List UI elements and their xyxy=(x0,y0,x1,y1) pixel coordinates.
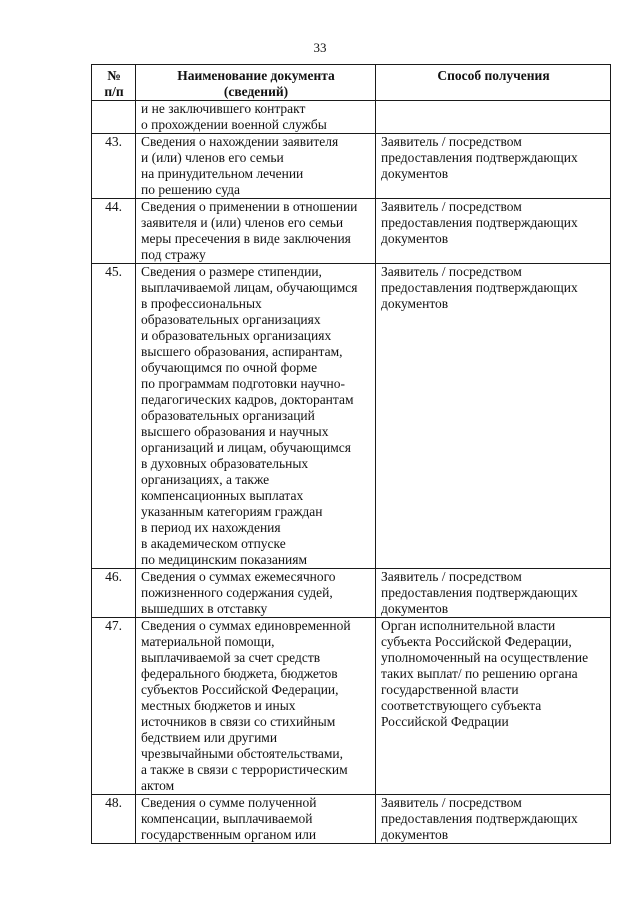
method-line: Заявитель / посредством xyxy=(381,795,522,810)
document-name-line: педагогических кадров, докторантам xyxy=(141,392,354,407)
table-header-row xyxy=(92,65,611,101)
document-name-line: и образовательных организациях xyxy=(141,328,332,343)
document-name-line: выплачиваемой лицам, обучающимся xyxy=(141,280,358,295)
document-name-line: источников в связи со стихийным xyxy=(141,714,336,729)
row-document-name xyxy=(136,134,376,199)
header-document-name-line: (сведений) xyxy=(223,84,289,99)
document-name-line: а также в связи с террористическим xyxy=(141,762,348,777)
method-line: документов xyxy=(381,296,449,311)
document-name-line: под стражу xyxy=(141,247,206,262)
document-name-line: по программам подготовки научно- xyxy=(141,376,346,391)
header-number xyxy=(92,65,136,101)
header-method-line: Способ получения xyxy=(437,68,550,83)
method-line: государственной власти xyxy=(381,682,519,697)
document-name-line: образовательных организаций xyxy=(141,408,315,423)
row-method xyxy=(376,134,611,199)
method-line: соответствующего субъекта xyxy=(381,698,542,713)
document-name-line: государственным органом или xyxy=(141,827,317,842)
method-line: документов xyxy=(381,231,449,246)
header-document-name xyxy=(136,65,376,101)
method-line: Заявитель / посредством xyxy=(381,569,522,584)
documents-table xyxy=(91,64,611,844)
document-name-line: Сведения о размере стипендии, xyxy=(141,264,322,279)
document-name-line: в период их нахождения xyxy=(141,520,281,535)
row-document-name xyxy=(136,264,376,569)
method-line: предоставления подтверждающих xyxy=(381,150,578,165)
document-name-line: заявителя и (или) членов его семьи xyxy=(141,215,344,230)
row-method xyxy=(376,795,611,844)
document-name-line: высшего образования и научных xyxy=(141,424,329,439)
document-name-line: вышедших в отставку xyxy=(141,601,268,616)
document-name-line: на принудительном лечении xyxy=(141,166,304,181)
row-method xyxy=(376,264,611,569)
document-name-line: субъектов Российской Федерации, xyxy=(141,682,339,697)
method-line: Заявитель / посредством xyxy=(381,264,522,279)
document-name-line: Сведения о суммах единовременной xyxy=(141,618,351,633)
row-document-name xyxy=(136,101,376,134)
method-line: Российской Федрации xyxy=(381,714,509,729)
row-number: 47. xyxy=(92,618,136,795)
row-number xyxy=(92,101,136,134)
row-method xyxy=(376,199,611,264)
method-line: документов xyxy=(381,166,449,181)
method-line: уполномоченный на осуществление xyxy=(381,650,589,665)
row-document-name xyxy=(136,569,376,618)
header-number-line: № xyxy=(107,68,121,83)
method-line: Заявитель / посредством xyxy=(381,134,522,149)
document-name-line: в духовных образовательных xyxy=(141,456,309,471)
document-name-line: и (или) членов его семьи xyxy=(141,150,284,165)
document-name-line: Сведения о суммах ежемесячного xyxy=(141,569,336,584)
header-number-line: п/п xyxy=(104,84,124,99)
method-line: документов xyxy=(381,827,449,842)
document-name-line: в профессиональных xyxy=(141,296,262,311)
row-number: 43. xyxy=(92,134,136,199)
row-method xyxy=(376,618,611,795)
row-number: 44. xyxy=(92,199,136,264)
document-name-line: компенсации, выплачиваемой xyxy=(141,811,313,826)
document-name-line: Сведения о нахождении заявителя xyxy=(141,134,339,149)
method-line: предоставления подтверждающих xyxy=(381,585,578,600)
method-line: предоставления подтверждающих xyxy=(381,280,578,295)
row-method xyxy=(376,569,611,618)
document-name-line: пожизненного содержания судей, xyxy=(141,585,333,600)
document-name-line: указанным категориям граждан xyxy=(141,504,323,519)
document-name-line: образовательных организациях xyxy=(141,312,321,327)
header-method xyxy=(376,65,611,101)
document-name-line: компенсационных выплатах xyxy=(141,488,304,503)
document-name-line: по медицинским показаниям xyxy=(141,552,308,567)
document-name-line: организаций и лицам, обучающимся xyxy=(141,440,352,455)
document-name-line: местных бюджетов и иных xyxy=(141,698,296,713)
table-row xyxy=(92,569,611,618)
row-document-name xyxy=(136,199,376,264)
document-name-line: о прохождении военной службы xyxy=(141,117,327,132)
table-row xyxy=(92,618,611,795)
table-body xyxy=(92,101,611,844)
method-line: документов xyxy=(381,601,449,616)
method-line: Орган исполнительной власти xyxy=(381,618,556,633)
row-document-name xyxy=(136,618,376,795)
row-number: 48. xyxy=(92,795,136,844)
table-row xyxy=(92,134,611,199)
document-name-line: Сведения о сумме полученной xyxy=(141,795,317,810)
method-line: предоставления подтверждающих xyxy=(381,215,578,230)
document-name-line: материальной помощи, xyxy=(141,634,275,649)
document-name-line: организациях, а также xyxy=(141,472,270,487)
table-row xyxy=(92,264,611,569)
row-number: 45. xyxy=(92,264,136,569)
document-name-line: в академическом отпуске xyxy=(141,536,286,551)
document-name-line: меры пресечения в виде заключения xyxy=(141,231,351,246)
header-document-name-line: Наименование документа xyxy=(177,68,335,83)
document-name-line: бедствием или другими xyxy=(141,730,278,745)
document-name-line: Сведения о применении в отношении xyxy=(141,199,358,214)
method-line: предоставления подтверждающих xyxy=(381,811,578,826)
method-line: таких выплат/ по решению органа xyxy=(381,666,578,681)
document-name-line: и не заключившего контракт xyxy=(141,101,306,116)
table-row xyxy=(92,199,611,264)
document-name-line: актом xyxy=(141,778,175,793)
document-name-line: по решению суда xyxy=(141,182,240,197)
document-name-line: высшего образования, аспирантам, xyxy=(141,344,343,359)
row-number: 46. xyxy=(92,569,136,618)
row-document-name xyxy=(136,795,376,844)
page-number: 33 xyxy=(313,40,327,55)
document-name-line: чрезвычайными обстоятельствами, xyxy=(141,746,343,761)
document-name-line: федерального бюджета, бюджетов xyxy=(141,666,338,681)
row-method xyxy=(376,101,611,134)
table-row xyxy=(92,101,611,134)
method-line: субъекта Российской Федерации, xyxy=(381,634,572,649)
method-line: Заявитель / посредством xyxy=(381,199,522,214)
table-row xyxy=(92,795,611,844)
document-name-line: обучающимся по очной форме xyxy=(141,360,318,375)
document-name-line: выплачиваемой за счет средств xyxy=(141,650,321,665)
